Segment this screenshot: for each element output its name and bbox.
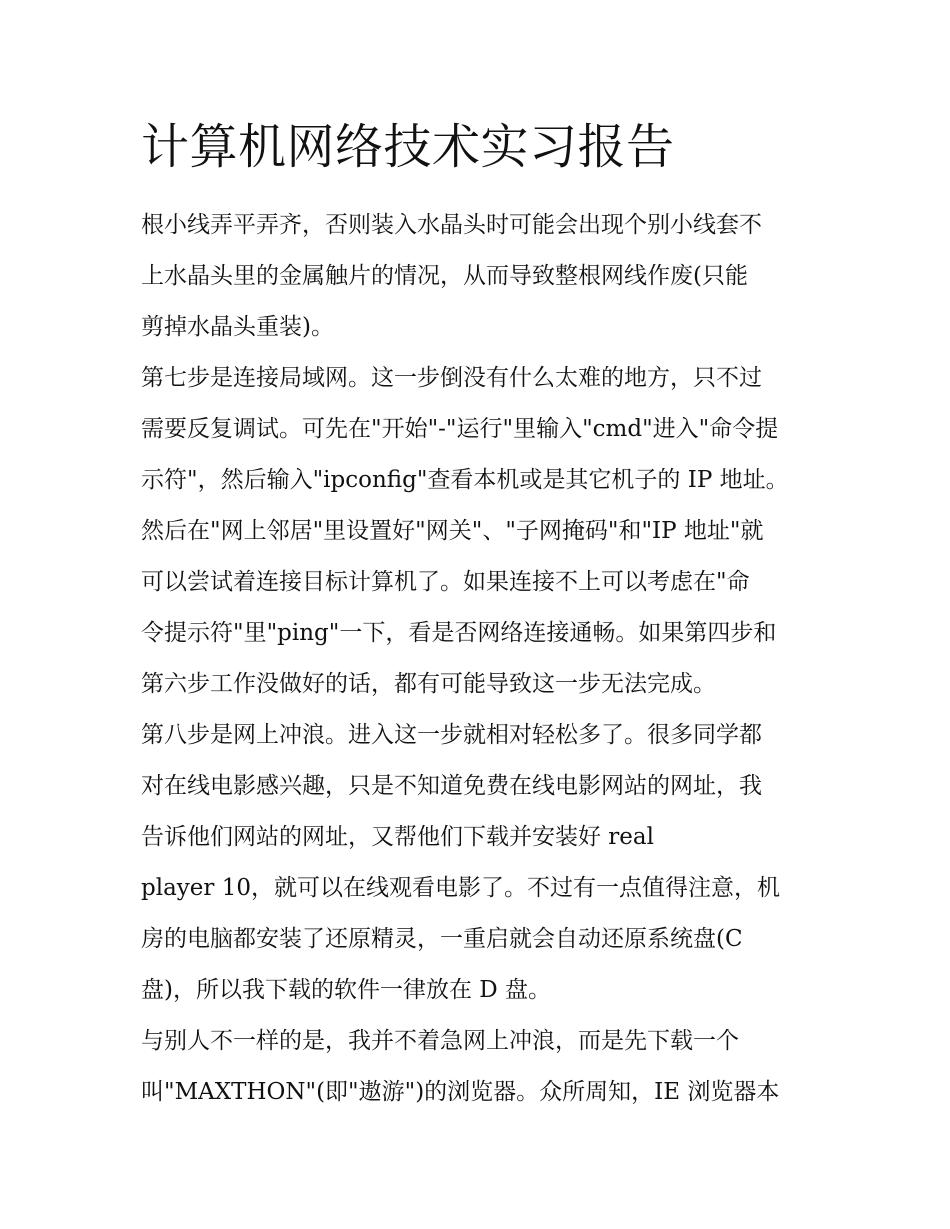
text-line: 然后在"网上邻居"里设置好"网关"、"子网掩码"和"IP 地址"就	[141, 518, 764, 544]
text-line: 与别人不一样的是，我并不着急网上冲浪，而是先下载一个	[141, 1028, 739, 1054]
text-line: player 10，就可以在线观看电影了。不过有一点值得注意，机	[141, 875, 780, 901]
text-line: 示符"，然后输入"ipconfig"查看本机或是其它机子的 IP 地址。	[141, 467, 789, 493]
text-line: 盘)，所以我下载的软件一律放在 D 盘。	[141, 977, 552, 1003]
text-line: 第七步是连接局域网。这一步倒没有什么太难的地方，只不过	[141, 365, 762, 391]
text-line: 上水晶头里的金属触片的情况，从而导致整根网线作废(只能	[141, 263, 748, 289]
text-line: 令提示符"里"ping"一下，看是否网络连接通畅。如果第四步和	[141, 620, 777, 646]
document-page	[141, 112, 813, 1118]
text-line: 第六步工作没做好的话，都有可能导致这一步无法完成。	[141, 671, 716, 697]
text-line: 第八步是网上冲浪。进入这一步就相对轻松多了。很多同学都	[141, 722, 762, 748]
text-line: 叫"MAXTHON"(即"遨游")的浏览器。众所周知，IE 浏览器本	[141, 1079, 780, 1105]
document-title: 计算机网络技术实习报告	[141, 119, 675, 175]
paragraph-crimping	[141, 200, 813, 353]
text-line: 可以尝试着连接目标计算机了。如果连接不上可以考虑在"命	[141, 569, 750, 595]
text-line: 根小线弄平弄齐，否则装入水晶头时可能会出现个别小线套不	[141, 212, 762, 238]
text-line: 告诉他们网站的网址，又帮他们下载并安装好 real	[141, 824, 654, 850]
paragraph-step-eight	[141, 710, 813, 1016]
text-line: 房的电脑都安装了还原精灵，一重启就会自动还原系统盘(C	[141, 926, 743, 952]
text-line: 需要反复调试。可先在"开始"-"运行"里输入"cmd"进入"命令提	[141, 416, 779, 442]
paragraph-step-seven	[141, 353, 813, 710]
paragraph-browser	[141, 1016, 813, 1118]
text-line: 对在线电影感兴趣，只是不知道免费在线电影网站的网址，我	[141, 773, 762, 799]
text-line: 剪掉水晶头重装)。	[141, 314, 334, 340]
